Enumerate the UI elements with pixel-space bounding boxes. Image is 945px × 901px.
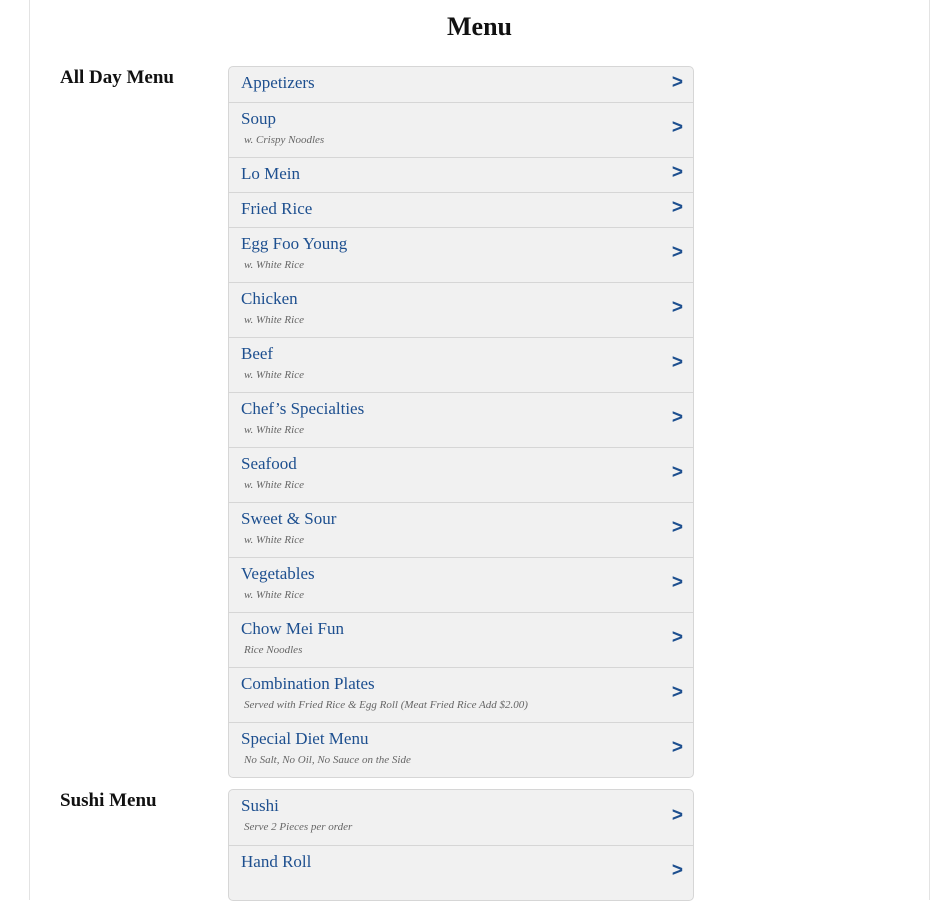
category-subtitle: Rice Noodles [244,644,303,656]
category-subtitle: w. White Rice [244,259,304,271]
category-label: Lo Mein [241,164,301,183]
chevron-right-icon: > [671,407,683,429]
menu-category-item[interactable] [229,612,693,667]
category-subtitle: w. White Rice [244,369,304,381]
menu-category-item[interactable] [229,557,693,612]
chevron-right-icon: > [671,572,683,594]
category-label: Appetizers [241,73,315,92]
menu-category-item[interactable] [229,192,693,227]
menu-category-item[interactable] [229,845,693,900]
section-title: Sushi Menu [60,790,157,811]
chevron-right-icon: > [671,517,683,539]
category-subtitle: Served with Fried Rice & Egg Roll (Meat Fried Rice Add $2.00) [244,699,528,711]
category-subtitle: w. White Rice [244,479,304,491]
category-label: Special Diet Menu [241,729,369,748]
menu-category-item[interactable] [229,282,693,337]
menu-category-list [228,66,694,778]
category-label: Soup [241,109,276,128]
menu-category-item[interactable] [229,447,693,502]
menu-category-item[interactable] [229,722,693,777]
chevron-right-icon: > [671,162,683,184]
chevron-right-icon: > [671,462,683,484]
menu-category-item[interactable] [229,227,693,282]
menu-category-item[interactable] [229,667,693,722]
menu-category-item[interactable] [229,102,693,157]
category-label: Vegetables [241,564,315,583]
chevron-right-icon: > [671,860,683,882]
category-label: Chow Mei Fun [241,619,344,638]
category-subtitle: No Salt, No Oil, No Sauce on the Side [244,754,411,766]
menu-page [29,0,930,900]
category-subtitle: w. Crispy Noodles [244,134,325,146]
chevron-right-icon: > [671,297,683,319]
chevron-right-icon: > [671,352,683,374]
chevron-right-icon: > [671,682,683,704]
menu-category-list [228,789,694,901]
page-title: Menu [447,12,512,41]
category-label: Chef’s Specialties [241,399,365,418]
category-label: Sushi [241,796,279,815]
category-label: Fried Rice [241,199,313,218]
category-label: Combination Plates [241,674,375,693]
chevron-right-icon: > [671,737,683,759]
category-label: Seafood [241,454,297,473]
category-subtitle: w. White Rice [244,534,304,546]
menu-category-item[interactable] [229,337,693,392]
category-subtitle: Serve 2 Pieces per order [244,821,353,833]
chevron-right-icon: > [671,197,683,219]
chevron-right-icon: > [671,71,683,93]
category-label: Hand Roll [241,852,312,871]
category-subtitle: w. White Rice [244,589,304,601]
category-label: Beef [241,344,274,363]
category-label: Egg Foo Young [241,234,348,253]
category-subtitle: w. White Rice [244,424,304,436]
chevron-right-icon: > [671,804,683,826]
chevron-right-icon: > [671,117,683,139]
chevron-right-icon: > [671,627,683,649]
chevron-right-icon: > [671,242,683,264]
category-subtitle: w. White Rice [244,314,304,326]
menu-category-item[interactable] [229,790,693,845]
menu-category-item[interactable] [229,392,693,447]
menu-category-item[interactable] [229,502,693,557]
category-label: Sweet & Sour [241,509,337,528]
category-label: Chicken [241,289,298,308]
menu-category-item[interactable] [229,157,693,192]
menu-category-item[interactable] [229,67,693,102]
section-title: All Day Menu [60,67,174,88]
